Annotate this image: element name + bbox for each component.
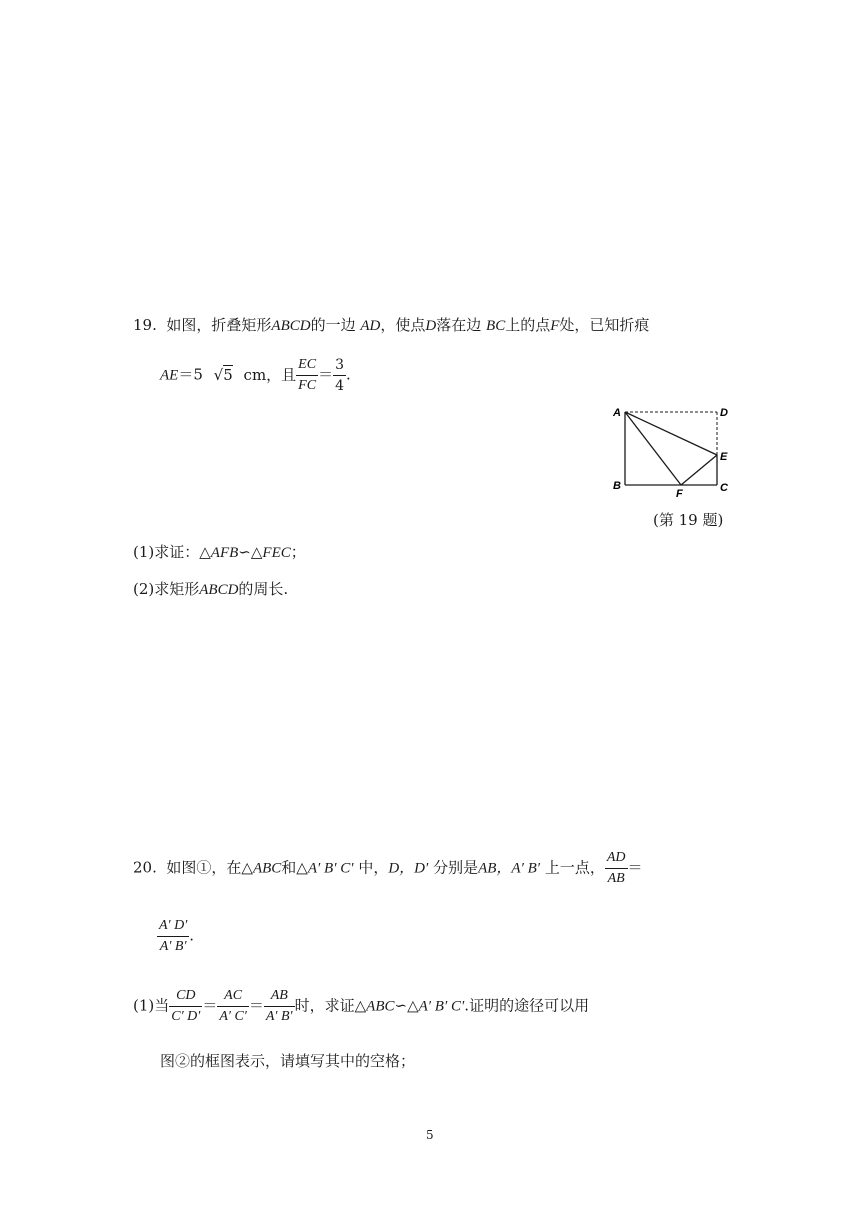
sqrt-sign: √ bbox=[213, 365, 224, 384]
fraction-ac: $\frac{AC}{A' C'}$ bbox=[219, 988, 247, 1024]
fraction-ad-ab: $\frac{AD}{AB}$ bbox=[606, 850, 626, 886]
q19-sub2: (2)求矩形ABCD的周长. bbox=[133, 580, 289, 598]
q20-sub1: (1)当 $\frac{CD}{C' D'}$ ＝ $\frac{AC}{A' C'}$ ＝ $\frac{AB}{A' B'}$ 时，求证△ABC∽△A′ B′ C′.证明的途径可以用 bbox=[133, 986, 589, 1027]
q19-line2: AE＝5 √5 cm，且 $\frac{EC}{FC}$ ＝ $\frac{3}{4}$ . bbox=[160, 357, 351, 394]
label-B: B bbox=[613, 480, 621, 492]
fraction-ad-prime: $\frac{A' D'}{A' B'}$ bbox=[159, 918, 188, 954]
q20-sub1-line2: 图②的框图表示，请填写其中的空格； bbox=[160, 1052, 416, 1070]
q20-line2: $\frac{A' D'}{A' B'}$ . bbox=[157, 916, 194, 957]
label-F: F bbox=[676, 488, 683, 500]
q19-figure bbox=[608, 402, 738, 502]
label-A: A bbox=[613, 407, 621, 419]
fraction-cd: $\frac{CD}{C' D'}$ bbox=[171, 988, 201, 1024]
q19-figure-caption: (第 19 题) bbox=[653, 511, 724, 529]
q20-line1: 20. 如图①，在△ABC和△A′ B′ C′ 中，D，D′ 分别是AB，A′ B′ 上一点， $\frac{AD}{AB}$ ＝ bbox=[133, 848, 643, 889]
page-number: 5 bbox=[426, 1128, 434, 1142]
label-E: E bbox=[720, 451, 728, 463]
q19-line1: 19. 如图，折叠矩形ABCD的一边 AD，使点D落在边 BC上的点F处，已知折痕 bbox=[133, 316, 650, 334]
fraction-ec-fc: $\frac{EC}{FC}$ bbox=[298, 357, 317, 393]
q20-number: 20. bbox=[133, 858, 157, 877]
label-D: D bbox=[720, 407, 728, 419]
q19-number: 19. bbox=[133, 316, 157, 334]
label-C: C bbox=[720, 482, 728, 494]
fraction-ab: $\frac{AB}{A' B'}$ bbox=[265, 988, 293, 1024]
q19-sub1: (1)求证：△AFB∽△FEC； bbox=[133, 543, 306, 561]
fraction-3-4: $\frac{3}{4}$ bbox=[335, 357, 344, 394]
